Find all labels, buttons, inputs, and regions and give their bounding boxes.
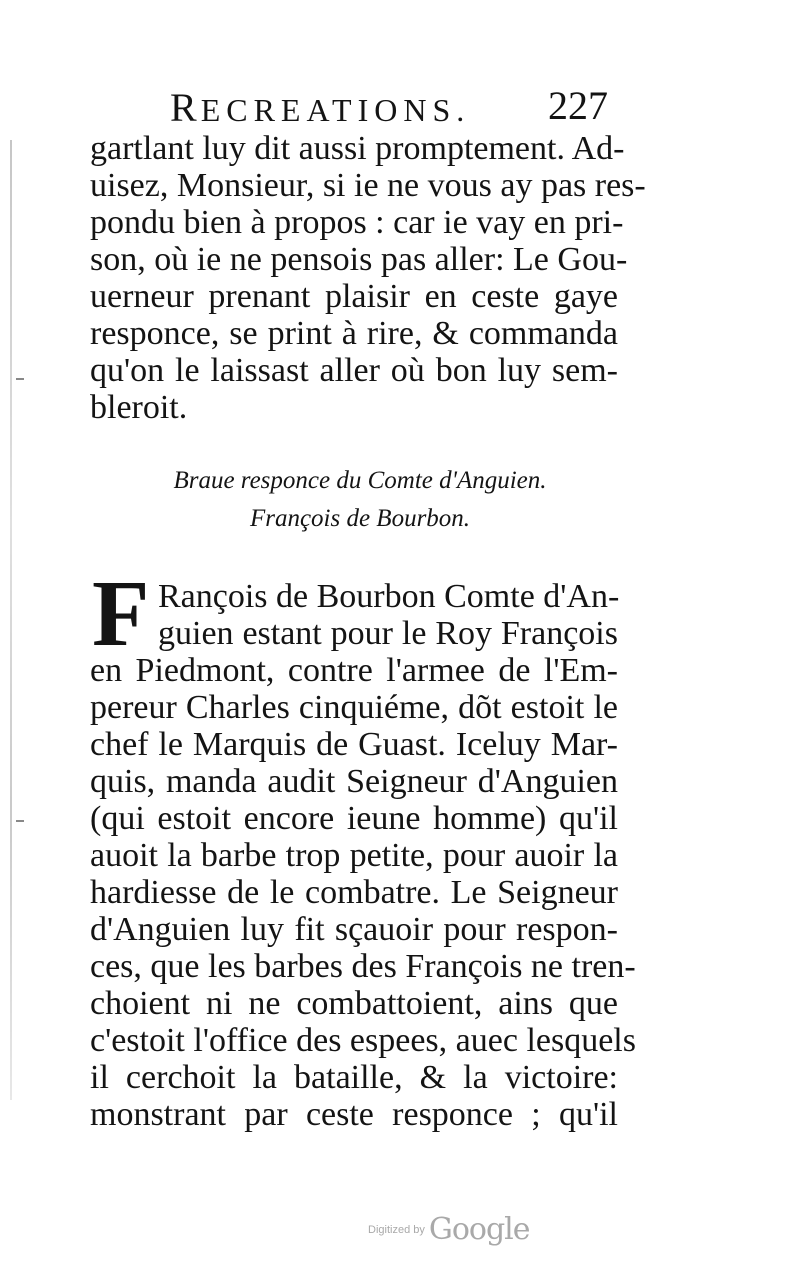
text-line: uerneur prenant plaisir en ceste gaye [90, 278, 618, 315]
text-line: chef le Marquis de Guast. Iceluy Mar- [90, 726, 618, 763]
text-line: ces, que les barbes des François ne tren- [90, 948, 636, 985]
google-wordmark: Google [428, 1212, 530, 1247]
text-line: monstrant par ceste responce ; qu'il [90, 1096, 618, 1133]
text-line: responce, se print à rire, & commanda [90, 315, 618, 352]
running-head-initial: R [170, 85, 201, 130]
digitized-credit [368, 1212, 530, 1247]
section-heading-line: François de Bourbon. [249, 505, 471, 532]
text-line: uisez, Monsieur, si ie ne vous ay pas res- [90, 167, 646, 204]
drop-cap: F [92, 562, 150, 666]
running-head-text: ECREATIONS. [200, 92, 471, 128]
text-line: (qui estoit encore ieune homme) qu'il [90, 800, 618, 837]
section-heading-line: Braue responce du Comte d'Anguien. [173, 467, 547, 494]
section-heading [120, 462, 600, 538]
text-line: auoit la barbe trop petite, pour auoir la [90, 837, 618, 874]
text-line: hardiesse de le combatre. Le Seigneur [90, 874, 618, 911]
page-gutter-shadow [10, 140, 12, 1100]
text-line: guien estant pour le Roy François [158, 615, 618, 652]
text-line: en Piedmont, contre l'armee de l'Em- [90, 652, 618, 689]
continued-paragraph [90, 130, 646, 426]
text-line: choient ni ne combattoient, ains que [90, 985, 618, 1022]
text-line: pondu bien à propos : car ie vay en pri- [90, 204, 624, 241]
text-line: Rançois de Bourbon Comte d'An- [158, 578, 620, 615]
text-line: d'Anguien luy fit sçauoir pour respon- [90, 911, 618, 948]
text-line: pereur Charles cinquiéme, dõt estoit le [90, 689, 618, 726]
text-line: il cerchoit la bataille, & la victoire: [90, 1059, 618, 1096]
text-line: qu'on le laissast aller où bon luy sem- [90, 352, 618, 389]
gutter-mark [16, 378, 24, 380]
main-paragraph [90, 578, 636, 1133]
running-head [170, 85, 471, 130]
text-line: c'estoit l'office des espees, auec lesquels [90, 1022, 636, 1059]
text-line: son, où ie ne pensois pas aller: Le Gou- [90, 241, 628, 278]
credit-prefix: Digitized by [368, 1223, 425, 1236]
text-line-last: bleroit. [90, 389, 188, 426]
text-line: quis, manda audit Seigneur d'Anguien [90, 763, 618, 800]
gutter-mark [16, 820, 24, 822]
page-number: 227 [548, 83, 608, 128]
text-line: gartlant luy dit aussi promptement. Ad- [90, 130, 625, 167]
